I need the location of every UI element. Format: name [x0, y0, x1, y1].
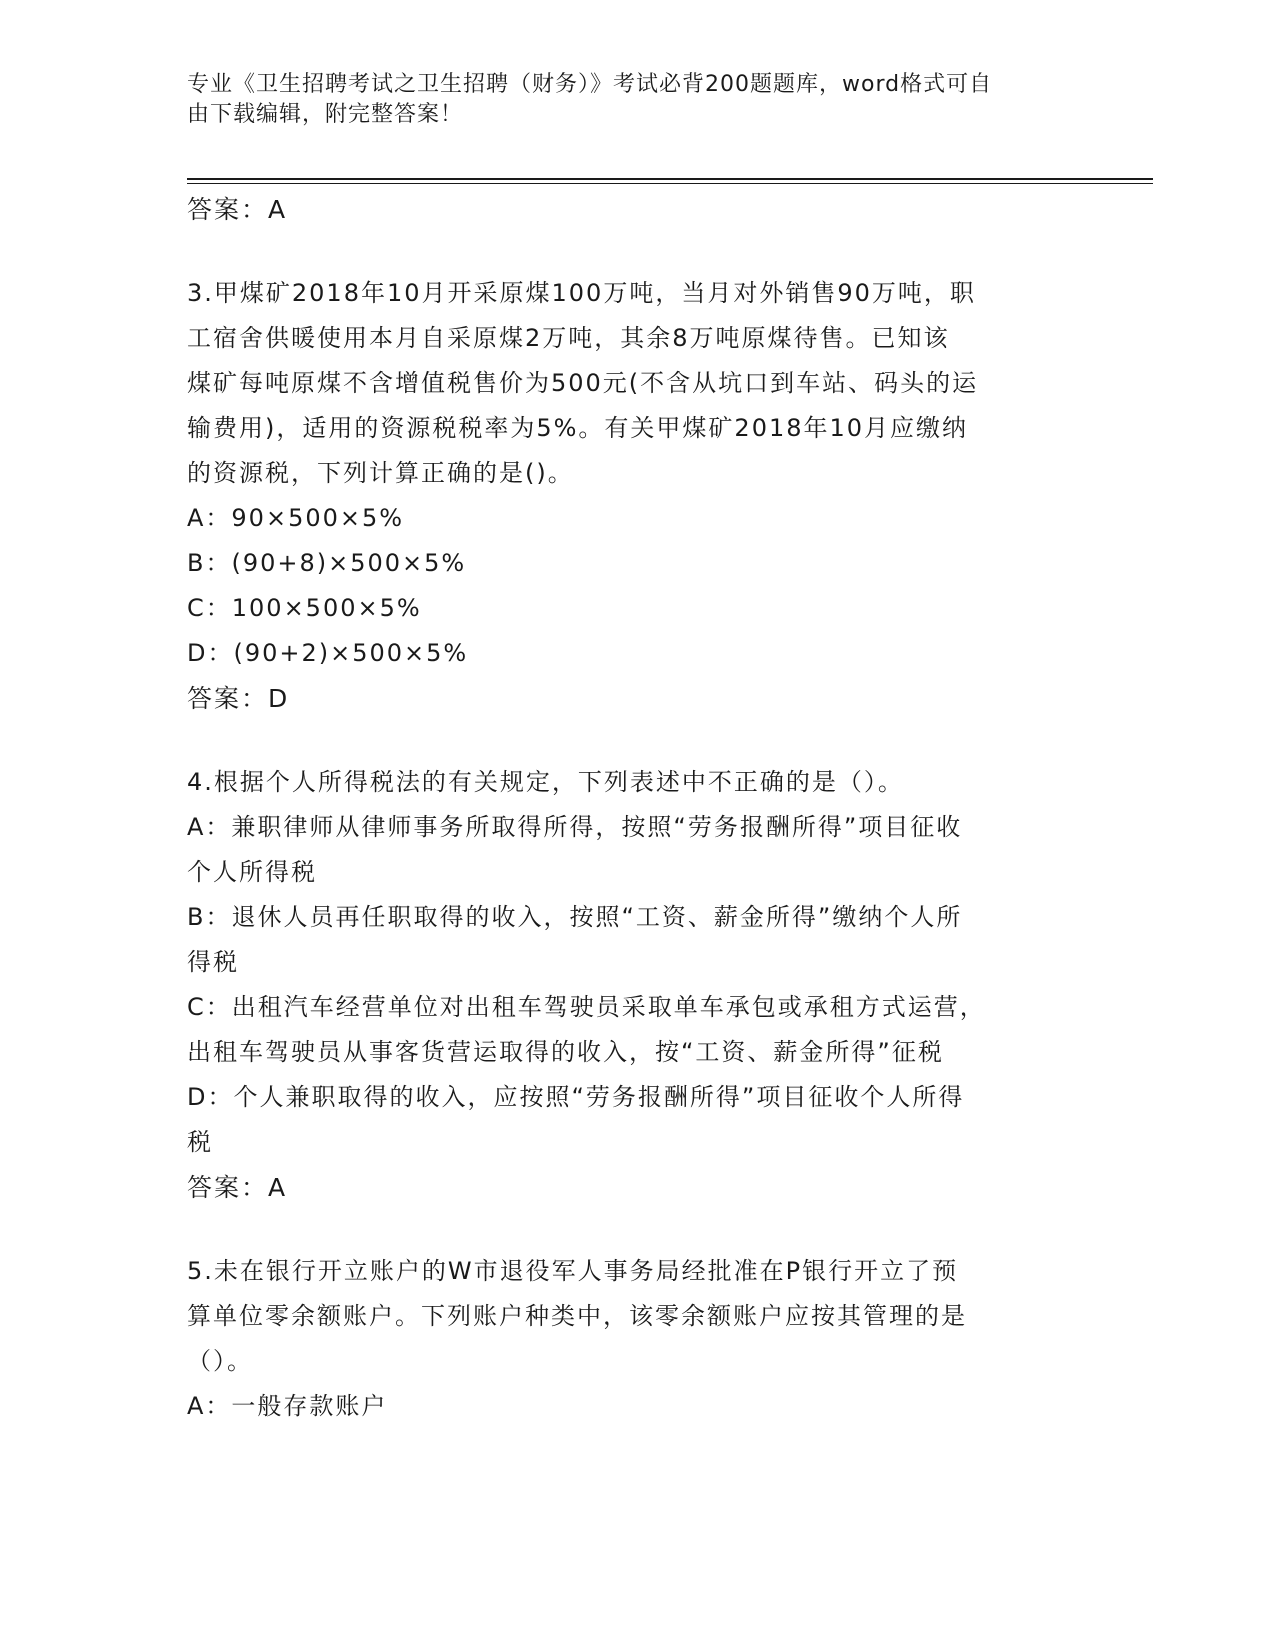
- question-5: [187, 1249, 1077, 1429]
- question-4-stem-line: 4.根据个人所得税法的有关规定，下列表述中不正确的是（）。: [187, 768, 904, 796]
- question-5-stem-line: 5.未在银行开立账户的W市退役军人事务局经批准在P银行开立了预: [187, 1257, 959, 1285]
- header-line-1: 专业《卫生招聘考试之卫生招聘（财务）》考试必背200题题库，word格式可自: [187, 72, 993, 97]
- question-3-option-d: D：(90+2)×500×5%: [187, 639, 469, 667]
- question-3-stem-line: 输费用)，适用的资源税税率为5%。有关甲煤矿2018年10月应缴纳: [187, 414, 969, 442]
- question-4-option-c: C：出租汽车经营单位对出租车驾驶员采取单车承包或承租方式运营，: [187, 993, 986, 1021]
- spacer: [187, 1210, 1077, 1249]
- header-rule-thick: [187, 178, 1153, 180]
- question-3-stem-line: 3.甲煤矿2018年10月开采原煤100万吨，当月对外销售90万吨，职: [187, 279, 976, 307]
- answer-previous: 答案：A: [187, 195, 288, 224]
- question-4-option-a-cont: 个人所得税: [187, 858, 317, 886]
- document-header: [187, 70, 1067, 130]
- question-4-answer: 答案：A: [187, 1173, 288, 1202]
- question-3: [187, 271, 1077, 721]
- spacer: [187, 232, 1077, 271]
- question-5-option-a: A：一般存款账户: [187, 1392, 388, 1420]
- question-4-option-d: D：个人兼职取得的收入，应按照“劳务报酬所得”项目征收个人所得: [187, 1083, 965, 1111]
- question-3-option-c: C：100×500×5%: [187, 594, 422, 622]
- header-rule-thin: [187, 183, 1153, 184]
- question-3-answer: 答案：D: [187, 684, 290, 713]
- question-4: [187, 760, 1077, 1210]
- question-5-stem-line: （）。: [187, 1347, 253, 1375]
- question-3-option-b: B：(90+8)×500×5%: [187, 549, 467, 577]
- question-4-option-b: B：退休人员再任职取得的收入，按照“工资、薪金所得”缴纳个人所: [187, 903, 963, 931]
- header-line-2: 由下载编辑，附完整答案！: [187, 102, 464, 127]
- question-5-stem-line: 算单位零余额账户。下列账户种类中，该零余额账户应按其管理的是: [187, 1302, 967, 1330]
- question-3-stem-line: 工宿舍供暖使用本月自采原煤2万吨，其余8万吨原煤待售。已知该: [187, 324, 950, 352]
- question-3-option-a: A：90×500×5%: [187, 504, 405, 532]
- question-3-stem-line: 的资源税，下列计算正确的是()。: [187, 459, 574, 487]
- question-4-option-a: A：兼职律师从律师事务所取得所得，按照“劳务报酬所得”项目征收: [187, 813, 963, 841]
- question-4-option-d-cont: 税: [187, 1128, 213, 1156]
- question-4-option-c-cont: 出租车驾驶员从事客货营运取得的收入，按“工资、薪金所得”征税: [187, 1038, 944, 1066]
- question-4-option-b-cont: 得税: [187, 948, 239, 976]
- spacer: [187, 721, 1077, 760]
- document-content: [187, 187, 1077, 1429]
- question-3-stem-line: 煤矿每吨原煤不含增值税售价为500元(不含从坑口到车站、码头的运: [187, 369, 979, 397]
